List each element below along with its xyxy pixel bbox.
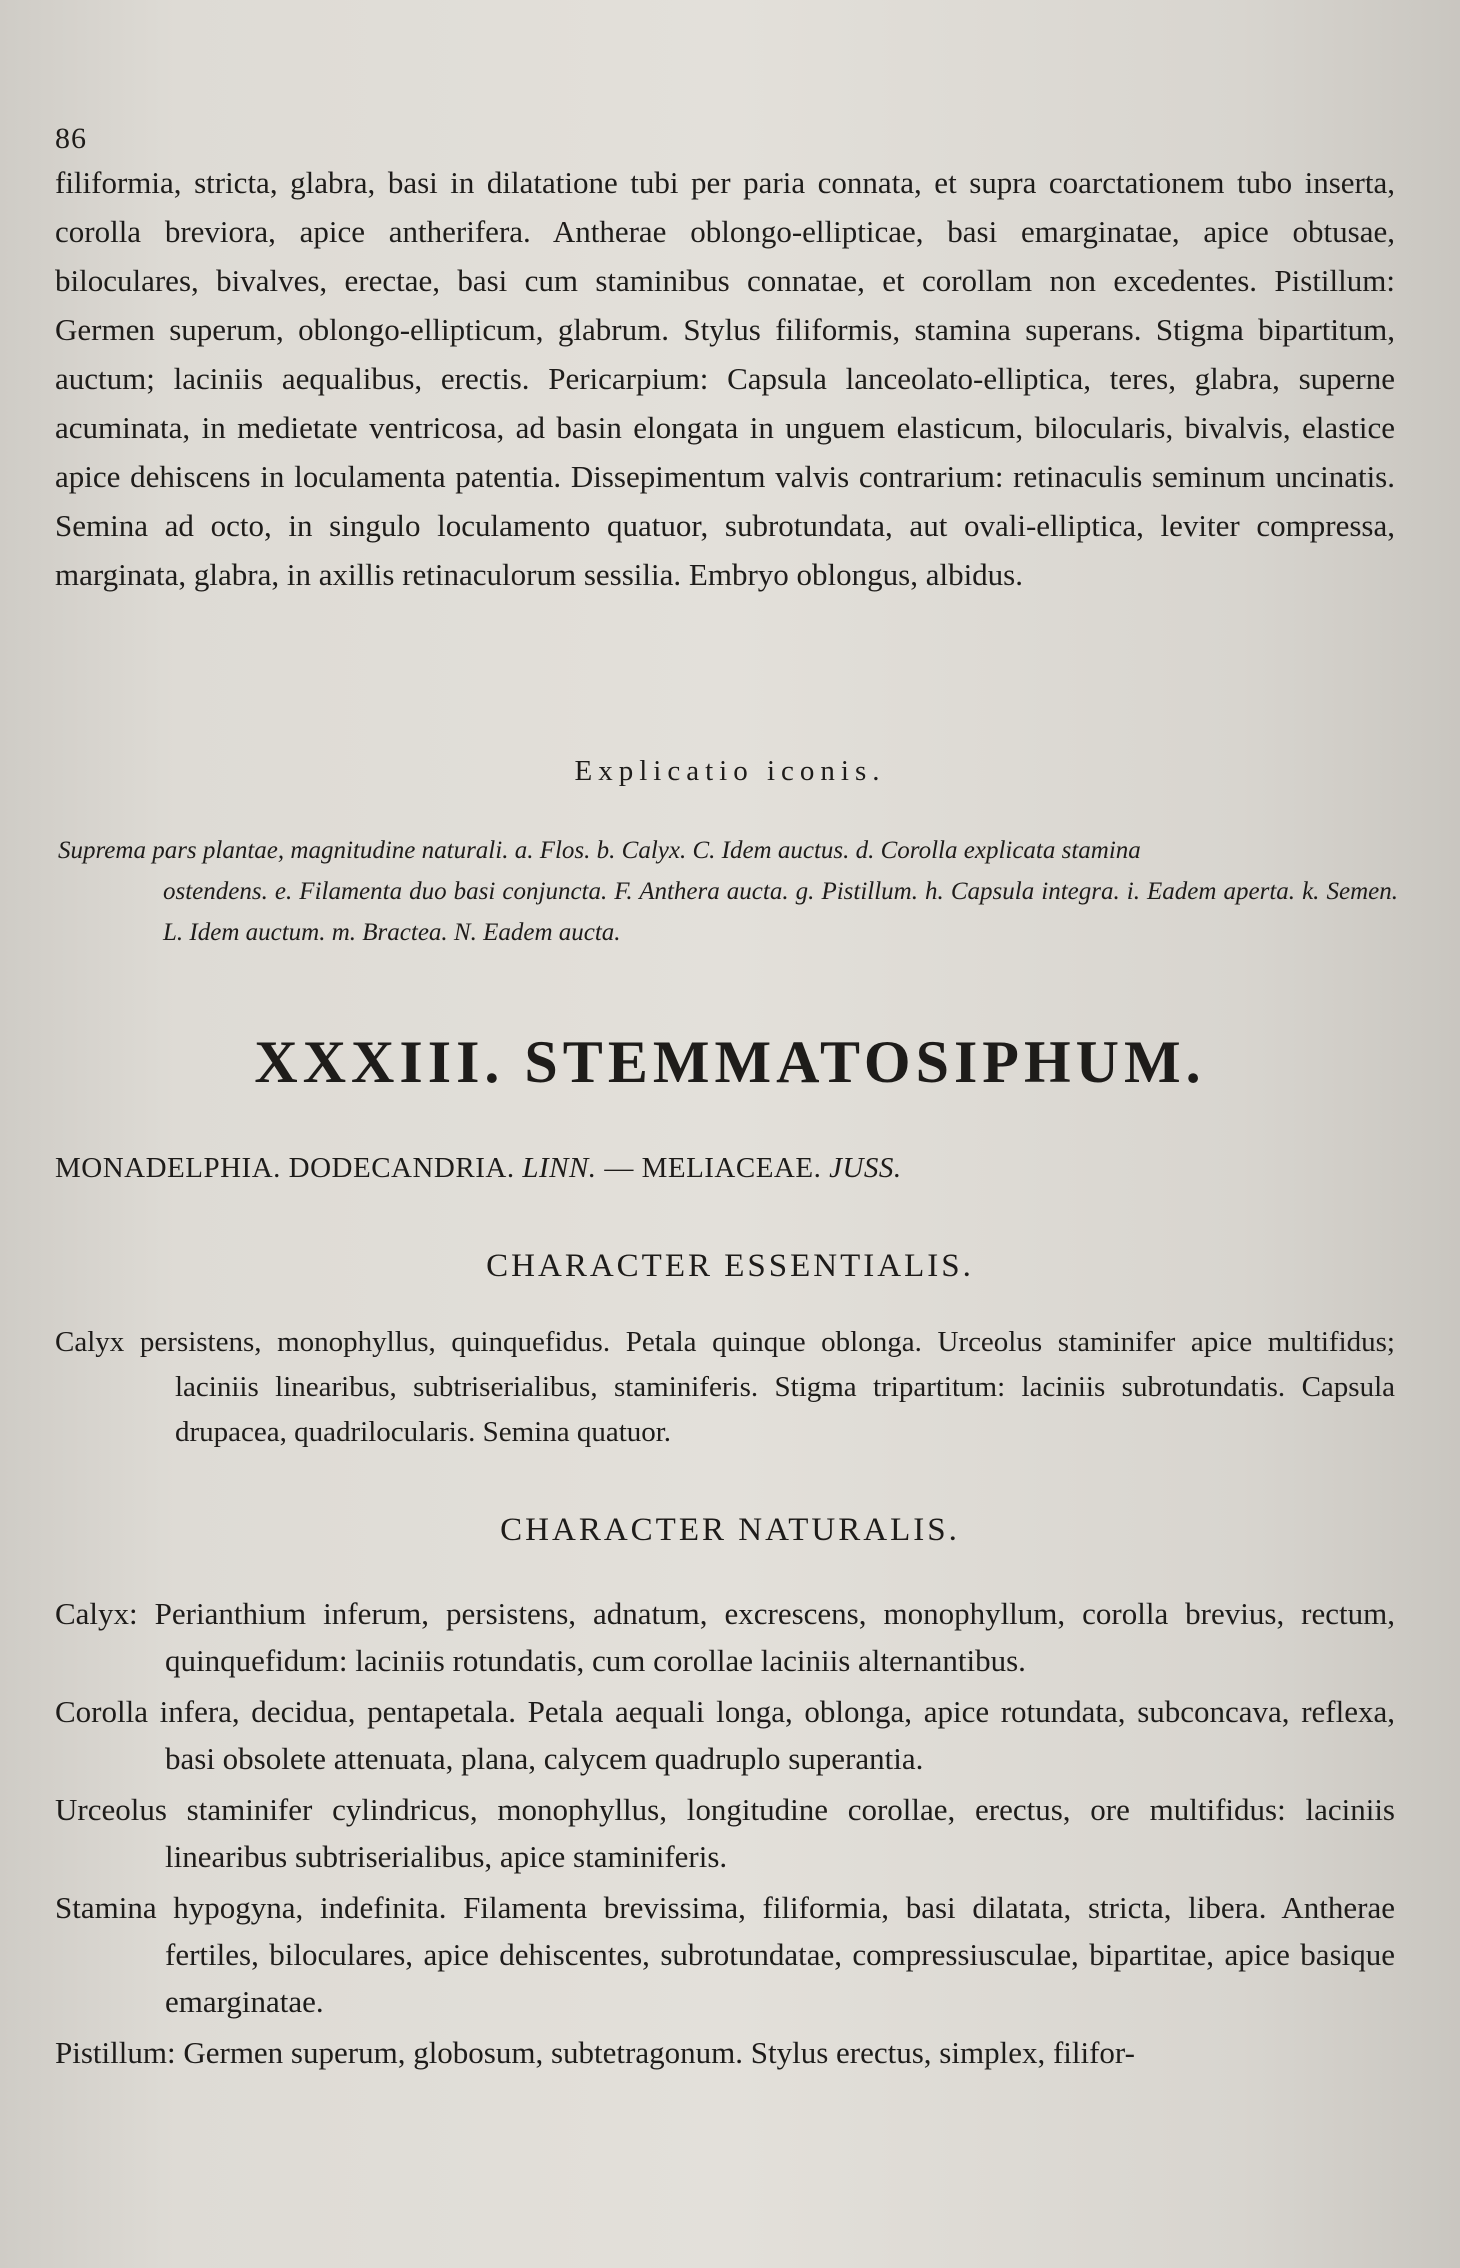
naturalis-calyx: Calyx: Perianthium inferum, persistens, adnatum, excrescens, monophyllum, corolla brevius, rectum, quinquefidum: laciniis rotundatis, cum corollae laciniis alternantibus. xyxy=(55,1596,1395,1678)
classification-family: — MELIACEAE. xyxy=(604,1152,822,1184)
naturalis-heading: CHARACTER NATURALIS. xyxy=(500,1512,960,1548)
naturalis-block xyxy=(55,1590,1395,2080)
classification-juss-abbrev: JUSS. xyxy=(829,1152,902,1184)
naturalis-stamina: Stamina hypogyna, indefinita. Filamenta brevissima, filiformia, basi dilatata, stricta, libera. Antherae fertiles, biloculares, apice dehiscentes, subrotundatae, compressiusculae, bipartitae, apice basique emarginatae. xyxy=(55,1890,1395,2019)
essentialis-text: Calyx persistens, monophyllus, quinquefidus. Petala quinque oblonga. Urceolus staminifer apice multifidus; laciniis linearibus, subtriserialibus, staminiferis. Stigma tripartitum: laciniis subrotundatis. Capsula drupacea, quadrilocularis. Semina quatuor. xyxy=(55,1326,1395,1448)
classification-linnean: MONADELPHIA. DODECANDRIA. xyxy=(55,1152,515,1184)
description-paragraph: filiformia, stricta, glabra, basi in dilatatione tubi per paria connata, et supra coarctationem tubo inserta, corolla breviora, apice antherifera. Antherae oblongo-ellipticae, basi emarginatae, apice obtusae, biloculares, bivalves, erectae, basi cum staminibus connatae, et corollam non excedentes. Pistillum: Germen superum, oblongo-ellipticum, glabrum. Stylus filiformis, stamina superans. Stigma bipartitum, auctum; laciniis aequalibus, erectis. Pericarpium: Capsula lanceolato-elliptica, teres, glabra, superne acuminata, in medietate ventricosa, ad basin elongata in unguem elasticum, bilocularis, bivalvis, elastice apice dehiscens in loculamenta patentia. Dissepimentum valvis contrarium: retinaculis seminum uncinatis. Semina ad octo, in singulo loculamento quatuor, subrotundata, aut ovali-elliptica, leviter compressa, marginata, glabra, in axillis retinaculorum sessilia. Embryo oblongus, albidus. xyxy=(55,165,1395,592)
essentialis-heading: CHARACTER ESSENTIALIS. xyxy=(486,1248,974,1284)
explicatio-title: Explicatio iconis. xyxy=(574,755,886,787)
explicatio-line-1: Suprema pars plantae, magnitudine naturali. a. Flos. b. Calyx. C. Idem auctus. d. Corolla explicata stamina xyxy=(58,837,1141,864)
description-block xyxy=(55,158,1395,599)
naturalis-pistillum: Pistillum: Germen superum, globosum, subtetragonum. Stylus erectus, simplex, filifor- xyxy=(55,2035,1135,2070)
naturalis-corolla: Corolla infera, decidua, pentapetala. Petala aequali longa, oblonga, apice rotundata, subconcava, reflexa, basi obsolete attenuata, plana, calycem quadruplo superantia. xyxy=(55,1694,1395,1776)
classification-line xyxy=(55,1152,902,1185)
explicatio-text xyxy=(58,830,1398,953)
explicatio-line-2: ostendens. e. Filamenta duo basi conjuncta. F. Anthera aucta. g. Pistillum. h. Capsula integra. i. Eadem aperta. k. Semen. L. Idem auctum. m. Bractea. N. Eadem aucta. xyxy=(163,878,1398,946)
essentialis-block xyxy=(55,1320,1395,1455)
genus-title: XXXIII. STEMMATOSIPHUM. xyxy=(254,1029,1206,1095)
naturalis-urceolus: Urceolus staminifer cylindricus, monophyllus, longitudine corollae, erectus, ore multifidus: laciniis linearibus subtriserialibus, apice staminiferis. xyxy=(55,1792,1395,1874)
classification-linn-abbrev: LINN. xyxy=(522,1152,597,1184)
page-number: 86 xyxy=(55,122,87,155)
